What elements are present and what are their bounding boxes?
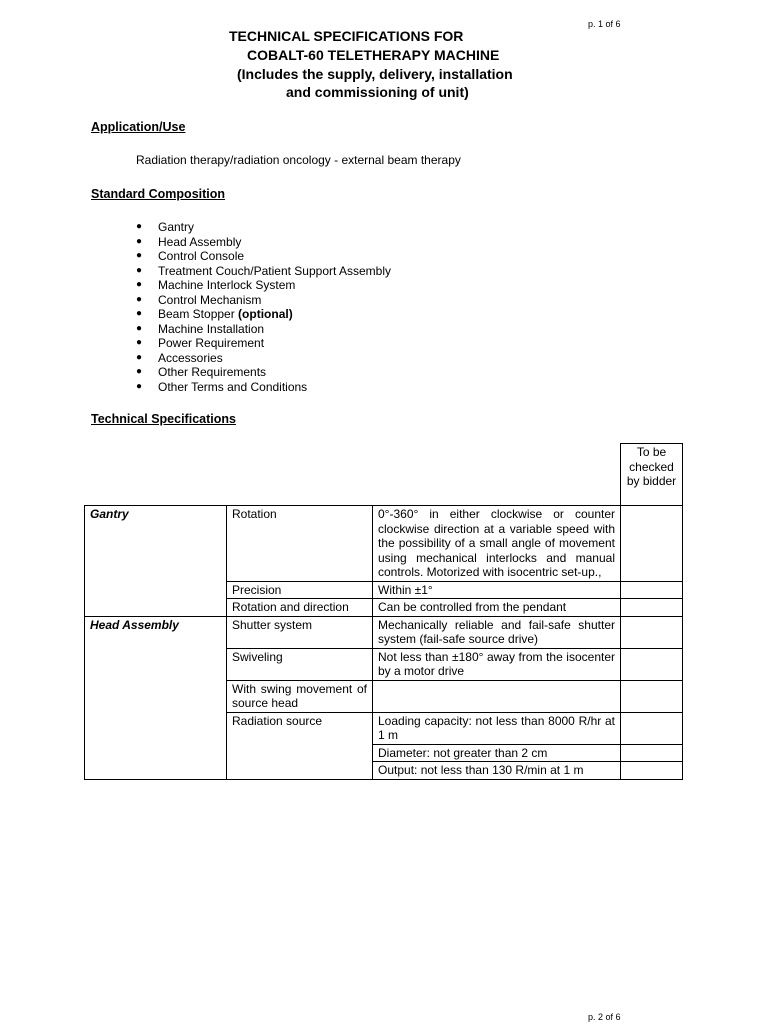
spec-desc: Mechanically reliable and fail-safe shutter system (fail-safe source drive): [373, 616, 621, 648]
spec-desc: Output: not less than 130 R/min at 1 m: [373, 762, 621, 780]
page-number-top: p. 1 of 6: [588, 19, 621, 29]
spec-desc: Not less than ±180° away from the isocenter by a motor drive: [373, 648, 621, 680]
bullet-icon: ●: [136, 279, 143, 290]
spec-desc: Diameter: not greater than 2 cm: [373, 744, 621, 762]
check-cell[interactable]: [621, 648, 683, 680]
bullet-icon: ●: [136, 235, 143, 247]
spec-desc: Can be controlled from the pendant: [373, 599, 621, 617]
table-row: [85, 581, 683, 599]
list-item: [136, 322, 391, 337]
bullet-icon: ●: [136, 351, 143, 363]
list-item: [136, 220, 391, 235]
list-item: [136, 365, 391, 380]
list-item: [136, 249, 391, 264]
table-row: [85, 712, 683, 744]
spec-label: Shutter system: [227, 616, 373, 648]
list-item-text: Accessories: [158, 350, 223, 365]
spec-label: With swing movement of source head: [227, 680, 373, 712]
application-text: Radiation therapy/radiation oncology - external beam therapy: [136, 153, 461, 167]
bullet-icon: ●: [136, 250, 143, 261]
list-item-text: Treatment Couch/Patient Support Assembly: [158, 263, 392, 278]
check-cell[interactable]: [621, 762, 683, 780]
list-item: [136, 307, 391, 322]
spec-label: Precision: [227, 581, 373, 599]
list-item: [136, 336, 391, 351]
bullet-icon: ●: [136, 322, 143, 334]
list-item: [136, 351, 391, 366]
table-row: [85, 744, 683, 762]
check-cell[interactable]: [621, 599, 683, 617]
list-item-text: Beam Stopper: [158, 307, 239, 321]
bullet-icon: ●: [136, 308, 143, 319]
bullet-icon: ●: [136, 366, 143, 377]
spec-label: Swiveling: [227, 648, 373, 680]
bullet-icon: ●: [136, 221, 143, 232]
bullet-icon: ●: [136, 380, 143, 392]
check-cell[interactable]: [621, 712, 683, 744]
check-cell[interactable]: [621, 680, 683, 712]
table-row: [85, 506, 683, 582]
list-item-text: Head Assembly: [158, 234, 242, 249]
doc-title-line-3: (Includes the supply, delivery, installation: [237, 66, 513, 82]
table-row: [85, 680, 683, 712]
spec-desc: Within ±1°: [373, 581, 621, 599]
bullet-icon: ●: [136, 293, 143, 305]
check-cell[interactable]: [621, 581, 683, 599]
technical-heading: Technical Specifications: [91, 412, 236, 426]
spec-table: [84, 443, 683, 780]
bullet-icon: ●: [136, 264, 143, 276]
spec-desc: 0°-360° in either clockwise or counter clockwise direction at a variable speed with the possibility of a small angle of movement using mechanical interlocks and manual controls. Motorized with isocentric set-up.,: [373, 506, 621, 582]
table-row: [85, 762, 683, 780]
list-item-text: Machine Interlock System: [158, 278, 296, 292]
doc-title-line-4: and commissioning of unit): [286, 84, 469, 100]
check-cell[interactable]: [621, 744, 683, 762]
spec-desc: Loading capacity: not less than 8000 R/hr at 1 m: [373, 712, 621, 744]
list-item: [136, 380, 391, 395]
list-item: [136, 278, 391, 293]
page-number-bottom: p. 2 of 6: [588, 1012, 621, 1022]
check-column-header: To be checked by bidder: [621, 444, 683, 506]
table-header-row: [85, 444, 683, 506]
list-item-text: Control Mechanism: [158, 292, 262, 307]
category-gantry: Gantry: [85, 506, 227, 582]
doc-title-line-1: TECHNICAL SPECIFICATIONS FOR: [229, 28, 464, 44]
list-item: [136, 293, 391, 308]
category-head-assembly: Head Assembly: [85, 616, 227, 648]
list-item: [136, 264, 391, 279]
composition-heading: Standard Composition: [91, 187, 226, 201]
application-heading: Application/Use: [91, 120, 186, 134]
list-item-text: Control Console: [158, 249, 245, 263]
spec-label: Rotation: [227, 506, 373, 582]
list-item-note: (optional): [238, 307, 293, 321]
doc-title-line-2: COBALT-60 TELETHERAPY MACHINE: [247, 47, 500, 63]
bullet-icon: ●: [136, 337, 143, 348]
check-cell[interactable]: [621, 506, 683, 582]
list-item-text: Other Requirements: [158, 365, 267, 379]
spec-label: Rotation and direction: [227, 599, 373, 617]
check-cell[interactable]: [621, 616, 683, 648]
list-item-text: Power Requirement: [158, 336, 265, 350]
list-item: [136, 235, 391, 250]
table-row: [85, 599, 683, 617]
list-item-text: Machine Installation: [158, 321, 265, 336]
composition-list: [136, 220, 391, 394]
table-row: [85, 616, 683, 648]
list-item-text: Gantry: [158, 220, 195, 234]
spec-label: Radiation source: [227, 712, 373, 779]
list-item-text: Other Terms and Conditions: [158, 379, 308, 394]
table-row: [85, 648, 683, 680]
